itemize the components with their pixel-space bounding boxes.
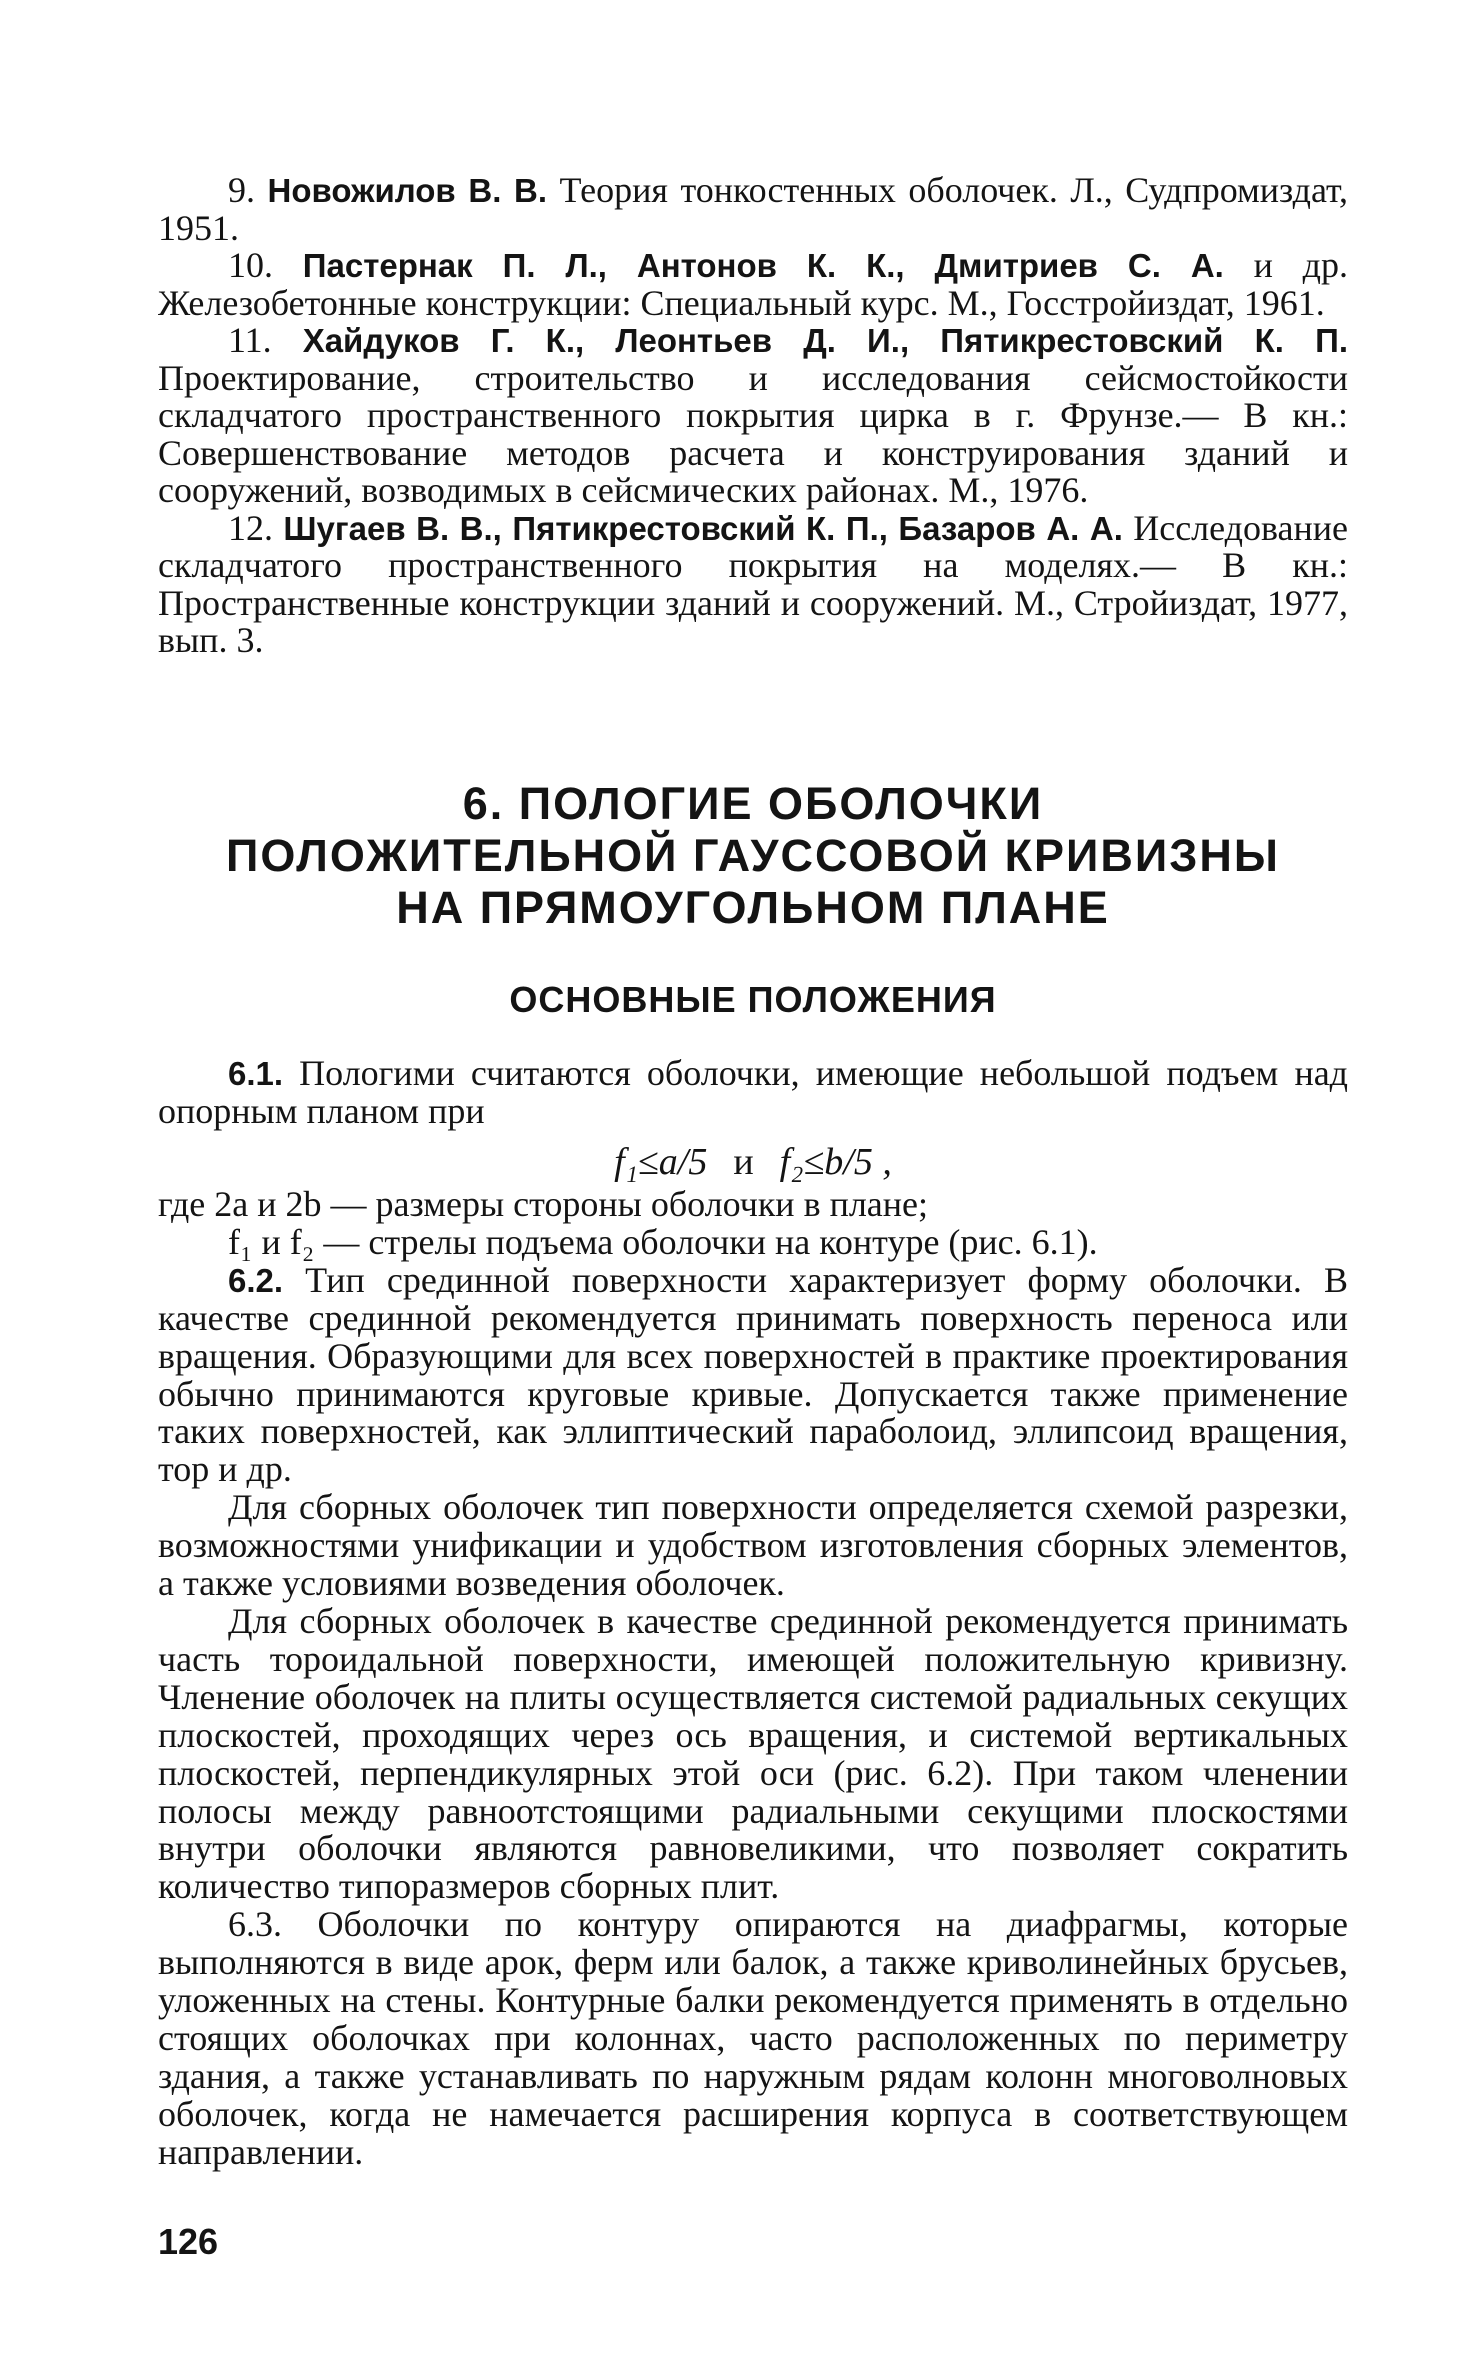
reference-number: 12. (228, 507, 273, 548)
reference-11 (158, 322, 1348, 510)
clause-6-2 (158, 1259, 1348, 1490)
reference-text: Теория тонкостенных оболочек. Л., Судпромиздат, 1951. (158, 170, 1349, 248)
formula-left: f₁≤a/5 (614, 1141, 708, 1183)
formula (158, 1138, 1348, 1186)
reference-number: 10. (228, 245, 273, 285)
reference-9 (158, 172, 1348, 247)
where-line: f₁ и f₂ — стрелы подъема оболочки на контуре (рис. 6.1). (228, 1221, 1098, 1262)
clause-6-3 (158, 1906, 1348, 2171)
formula-conjunction: и (733, 1141, 754, 1183)
clause-text: Тип срединной поверхности характеризует форму оболочки. В качестве срединной рекомендуется принимать поверхность переноса или вращения. Образующими для всех поверхностей в практике проектирования обычно принимаются круговые кривые. Допускается также применение таких поверхностей, как эллиптический параболоид, эллипсоид вращения, тор и др. (158, 1259, 1348, 1490)
reference-authors: Шугаев В. В., Пятикрестовский К. П., Базаров А. А. (283, 509, 1123, 547)
page-number: 126 (158, 2221, 219, 2262)
references-list (158, 172, 1348, 660)
section-title: ОСНОВНЫЕ ПОЛОЖЕНИЯ (509, 979, 997, 1020)
reference-authors: Пастернак П. Л., Антонов К. К., Дмитриев С. А. (302, 247, 1224, 284)
chapter-title-line: 6. ПОЛОГИЕ ОБОЛОЧКИ (462, 778, 1044, 829)
chapter-title-line: ПОЛОЖИТЕЛЬНОЙ ГАУССОВОЙ КРИВИЗНЫ (226, 830, 1280, 881)
clause-number: 6.1. (228, 1055, 284, 1092)
reference-authors: Новожилов В. В. (267, 172, 548, 209)
paragraph: Для сборных оболочек тип поверхности определяется схемой разрезки, возможностями унификации и удобством изготовления сборных элементов, а также условиями возведения оболочек. (158, 1487, 1348, 1604)
clause-text: Оболочки по контуру опираются на диафрагмы, которые выполняются в виде арок, ферм или балок, а также криволинейных брусьев, уложенных на стены. Контурные балки рекомендуется применять в отдельно стоящих оболочках при колоннах, часто расположенных по периметру здания, а также устанавливать по наружным рядам колонн многоволновых оболочек, когда не намечается расширения корпуса в соответствующем направлении. (158, 1904, 1348, 2172)
reference-text: Проектирование, строительство и исследования сейсмостойкости складчатого пространственного покрытия цирка в г. Фрунзе.— В кн.: Совершенствование методов расчета и конструирования зданий и сооружений, возводимых в сейсмических районах. М., 1976. (158, 357, 1348, 510)
chapter-title-line: НА ПРЯМОУГОЛЬНОМ ПЛАНЕ (396, 882, 1110, 933)
clause-number: 6.2. (228, 1261, 284, 1299)
reference-authors: Хайдуков Г. К., Леонтьев Д. И., Пятикрестовский К. П. (302, 322, 1349, 359)
reference-number: 11. (228, 320, 272, 360)
main-text (158, 1186, 1348, 2172)
clause-6-1 (158, 1055, 1348, 1192)
clause-text: Пологими считаются оболочки, имеющие небольшой подъем над опорным планом при (158, 1053, 1348, 1131)
reference-text: и др. Железобетонные конструкции: Специальный курс. М., Госстройиздат, 1961. (158, 245, 1348, 323)
reference-text: Исследование складчатого пространственного покрытия на моделях.— В кн.: Пространственные конструкции зданий и сооружений. М., Стройиздат, 1977, вып. 3. (158, 507, 1348, 660)
paragraph: Для сборных оболочек в качестве срединной рекомендуется принимать часть тороидальной поверхности, имеющей положительную кривизну. Членение оболочек на плиты осуществляется системой радиальных секущих плоскостей, проходящих через ось вращения, и системой вертикальных плоскостей, перпендикулярных этой оси (рис. 6.2). При таком членении полосы между равноотстоящими радиальными секущими плоскостями внутри оболочки являются равновеликими, что позволяет сократить количество типоразмеров сборных плит. (158, 1600, 1348, 1907)
reference-12 (158, 507, 1348, 660)
where-line: где 2a и 2b — размеры стороны оболочки в плане; (158, 1184, 929, 1224)
clause-number: 6.3. (228, 1904, 282, 1945)
clause-paragraph (158, 1055, 1348, 1130)
reference-number: 9. (228, 170, 255, 210)
formula-right: f₂≤b/5 , (779, 1141, 892, 1183)
reference-10 (158, 247, 1348, 322)
chapter-title (158, 778, 1348, 934)
